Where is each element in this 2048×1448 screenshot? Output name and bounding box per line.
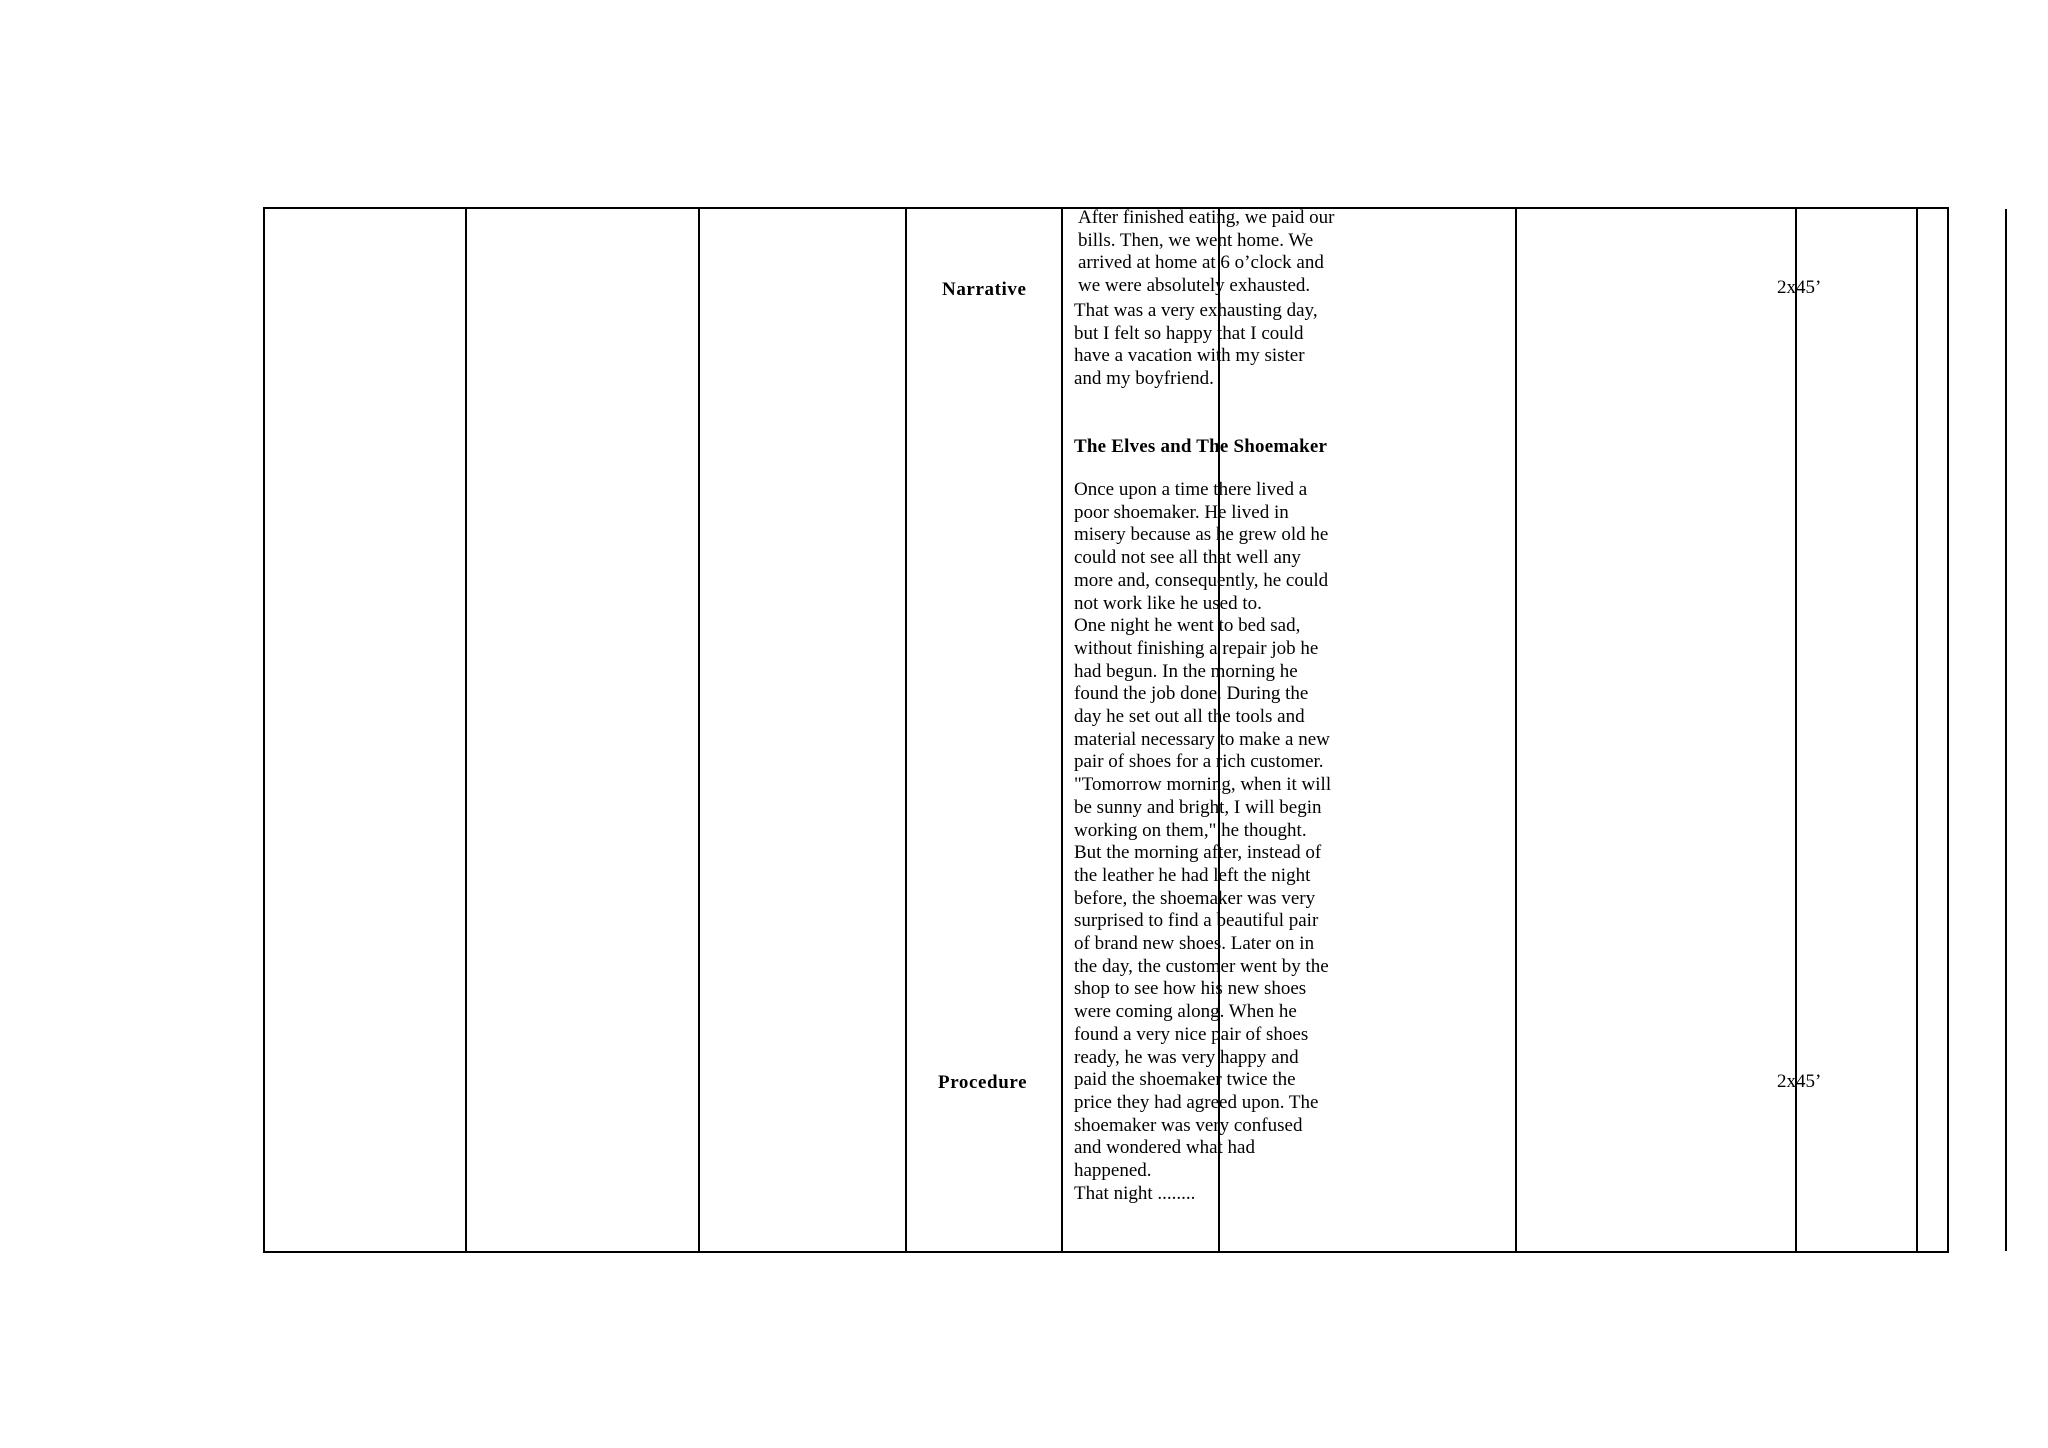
narrative-line: arrived at home at 6 o’clock and (1078, 252, 1324, 274)
procedure-line: without finishing a repair job he (1074, 637, 1319, 659)
column-divider (1916, 209, 1918, 1251)
time-allocation-procedure: 2x45’ (1777, 1071, 1822, 1092)
procedure-line: found the job done. During the (1074, 683, 1309, 705)
procedure-line: shoemaker was very confused (1074, 1114, 1303, 1136)
procedure-line: had begun. In the morning he (1074, 660, 1298, 682)
procedure-text (1074, 479, 1331, 1206)
narrative-line: That was a very exhausting day, (1074, 299, 1318, 321)
procedure-line: "Tomorrow morning, when it will (1074, 774, 1332, 796)
narrative-text (1078, 207, 1334, 298)
column-divider (465, 209, 467, 1251)
narrative-line: but I felt so happy that I could (1074, 322, 1304, 344)
activity-label-narrative: Narrative (942, 279, 1027, 300)
time-allocation-narrative: 2x45’ (1777, 277, 1822, 298)
column-divider (698, 209, 700, 1251)
narrative-line: and my boyfriend. (1074, 367, 1214, 389)
narrative-text-continued (1074, 300, 1318, 391)
procedure-line: happened. (1074, 1160, 1152, 1182)
column-divider (2005, 209, 2007, 1251)
column-divider (905, 209, 907, 1251)
procedure-line: paid the shoemaker twice the (1074, 1069, 1296, 1091)
narrative-line: After finished eating, we paid our (1078, 207, 1335, 228)
procedure-line: the day, the customer went by the (1074, 955, 1329, 977)
procedure-line: more and, consequently, he could (1074, 569, 1329, 591)
narrative-line: bills. Then, we went home. We (1078, 229, 1314, 251)
procedure-line: Once upon a time there lived a (1074, 479, 1308, 500)
procedure-line: working on them," he thought. (1074, 819, 1307, 841)
procedure-line: But the morning after, instead of (1074, 842, 1322, 864)
procedure-line: ready, he was very happy and (1074, 1046, 1299, 1068)
column-divider (1061, 209, 1063, 1251)
procedure-line: not work like he used to. (1074, 592, 1262, 614)
procedure-line: One night he went to bed sad, (1074, 615, 1301, 637)
procedure-line: could not see all that well any (1074, 547, 1301, 569)
narrative-line: we were absolutely exhausted. (1078, 275, 1311, 297)
procedure-line: shop to see how his new shoes (1074, 978, 1307, 1000)
procedure-line: poor shoemaker. He lived in (1074, 501, 1289, 523)
procedure-title: The Elves and The Shoemaker (1074, 436, 1328, 457)
narrative-line: have a vacation with my sister (1074, 345, 1305, 367)
procedure-line: surprised to find a beautiful pair (1074, 910, 1319, 932)
activity-label-procedure: Procedure (938, 1072, 1028, 1093)
procedure-line: before, the shoemaker was very (1074, 887, 1316, 909)
procedure-line: be sunny and bright, I will begin (1074, 796, 1322, 818)
procedure-line: pair of shoes for a rich customer. (1074, 751, 1324, 773)
procedure-line: day he set out all the tools and (1074, 706, 1305, 728)
procedure-line: the leather he had left the night (1074, 864, 1311, 886)
column-divider (1515, 209, 1517, 1251)
column-divider (1795, 209, 1797, 1251)
procedure-line: material necessary to make a new (1074, 728, 1330, 750)
procedure-line: misery because as he grew old he (1074, 524, 1329, 546)
procedure-line: found a very nice pair of shoes (1074, 1023, 1309, 1045)
procedure-line: of brand new shoes. Later on in (1074, 933, 1315, 955)
procedure-line: and wondered what had (1074, 1137, 1255, 1159)
procedure-line: That night ........ (1074, 1182, 1196, 1204)
procedure-line: were coming along. When he (1074, 1001, 1297, 1023)
procedure-line: price they had agreed upon. The (1074, 1091, 1319, 1113)
